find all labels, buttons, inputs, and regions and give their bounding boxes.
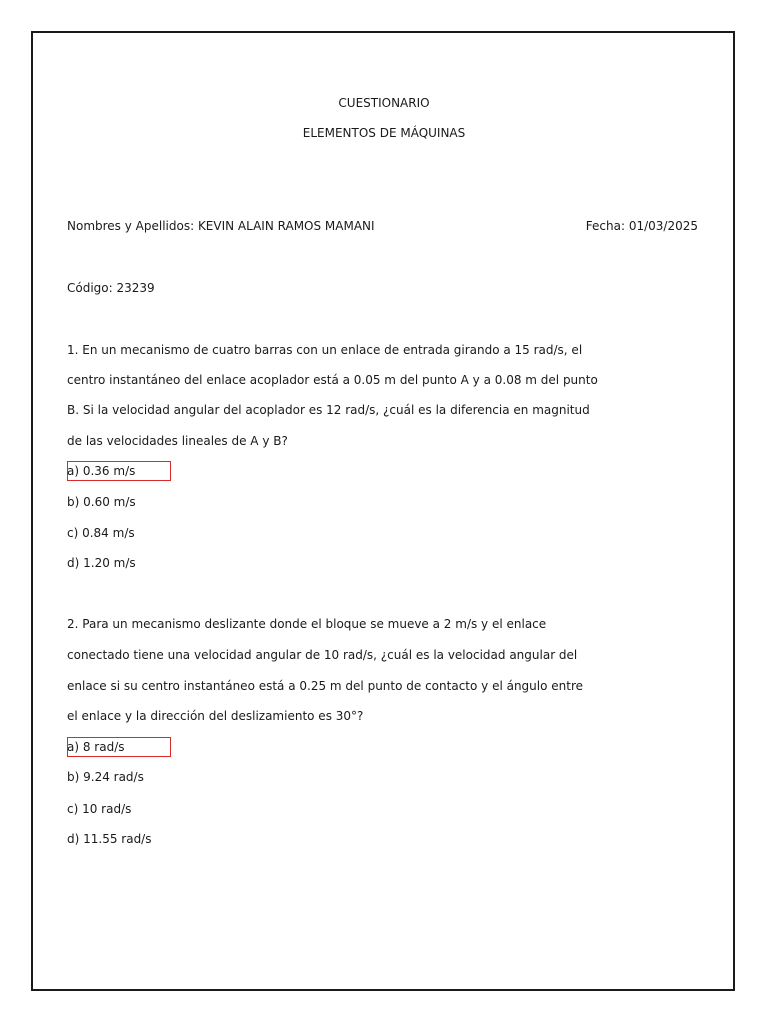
question-1-option-a[interactable]: a) 0.36 m/s	[67, 464, 136, 478]
question-2-option-c[interactable]: c) 10 rad/s	[67, 802, 132, 816]
document-title: CUESTIONARIO	[338, 96, 430, 110]
question-2-text-line: conectado tiene una velocidad angular de 10 rad/s, ¿cuál es la velocidad angular del	[67, 648, 578, 662]
question-1-option-d[interactable]: d) 1.20 m/s	[67, 556, 136, 570]
exam-date: Fecha: 01/03/2025	[585, 219, 698, 233]
question-2-option-d[interactable]: d) 11.55 rad/s	[67, 832, 152, 846]
document-subtitle: ELEMENTOS DE MÁQUINAS	[302, 126, 466, 140]
student-name: Nombres y Apellidos: KEVIN ALAIN RAMOS MAMANI	[67, 219, 375, 233]
student-code: Código: 23239	[67, 281, 155, 295]
question-2-option-a[interactable]: a) 8 rad/s	[67, 740, 125, 754]
question-2-text-line: enlace si su centro instantáneo está a 0.25 m del punto de contacto y el ángulo entre	[67, 679, 584, 693]
question-1-text-line: 1. En un mecanismo de cuatro barras con un enlace de entrada girando a 15 rad/s, el	[67, 343, 583, 357]
question-2-text-line: el enlace y la dirección del deslizamiento es 30°?	[67, 709, 364, 723]
question-2-option-b[interactable]: b) 9.24 rad/s	[67, 770, 144, 784]
question-1-text-line: centro instantáneo del enlace acoplador está a 0.05 m del punto A y a 0.08 m del punto	[67, 373, 598, 387]
question-2-text-line: 2. Para un mecanismo deslizante donde el bloque se mueve a 2 m/s y el enlace	[67, 617, 547, 631]
question-1-text-line: de las velocidades lineales de A y B?	[67, 434, 288, 448]
question-1-option-c[interactable]: c) 0.84 m/s	[67, 526, 135, 540]
question-1-text-line: B. Si la velocidad angular del acoplador es 12 rad/s, ¿cuál es la diferencia en magnitud	[67, 403, 590, 417]
question-1-option-b[interactable]: b) 0.60 m/s	[67, 495, 136, 509]
page-frame	[31, 31, 735, 991]
